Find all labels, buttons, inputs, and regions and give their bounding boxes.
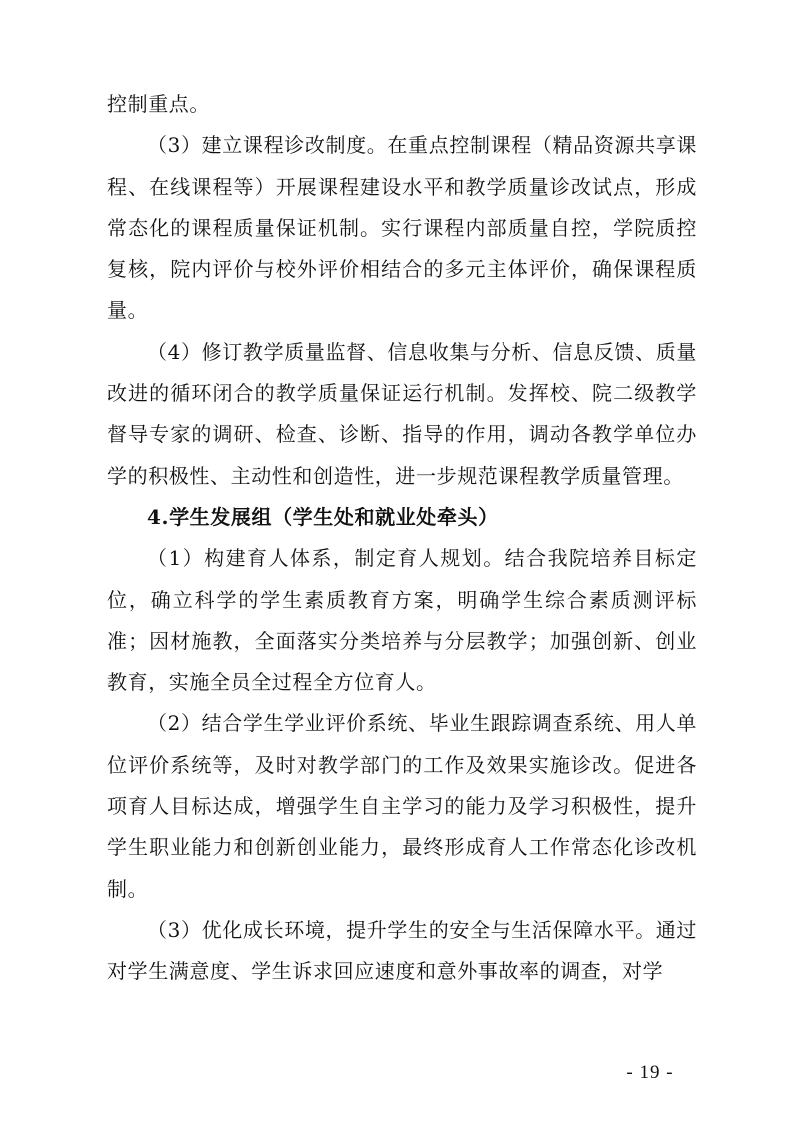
paragraph-course-diagnosis: （3）建立课程诊改制度。在重点控制课程（精品资源共享课程、在线课程等）开展课程建设水平和教学质量诊改试点，形成常态化的课程质量保证机制。实行课程内部质量自控，学院质控复核，院内评价与校外评价相结合的多元主体评价，确保课程质量。 [107, 133, 697, 323]
document-body [107, 84, 697, 993]
paragraph-evaluation-systems: （2）结合学生学业评价系统、毕业生跟踪调查系统、用人单位评价系统等，及时对教学部门的工作及效果实施诊改。促进各项育人目标达成，增强学生自主学习的能力及学习积极性，提升学生职业能力和创新创业能力，最终形成育人工作常态化诊改机制。 [107, 711, 697, 901]
paragraph-continuation: 控制重点。 [107, 92, 210, 116]
paragraph-growth-environment: （3）优化成长环境，提升学生的安全与生活保障水平。通过对学生满意度、学生诉求回应速度和意外事故率的调查，对学 [107, 917, 697, 984]
paragraph-quality-mechanism: （4）修订教学质量监督、信息收集与分析、信息反馈、质量改进的循环闭合的教学质量保证运行机制。发挥校、院二级教学督导专家的调研、检查、诊断、指导的作用，调动各教学单位办学的积极性、主动性和创造性，进一步规范课程教学质量管理。 [107, 339, 697, 488]
page-number: - 19 - [626, 1062, 674, 1083]
section-heading-student-development: 4.学生发展组（学生处和就业处牵头） [147, 504, 499, 529]
paragraph-education-system: （1）构建育人体系，制定育人规划。结合我院培养目标定位，确立科学的学生素质教育方案，明确学生综合素质测评标准；因材施教，全面落实分类培养与分层教学；加强创新、创业教育，实施全员全过程全方位育人。 [107, 546, 697, 695]
